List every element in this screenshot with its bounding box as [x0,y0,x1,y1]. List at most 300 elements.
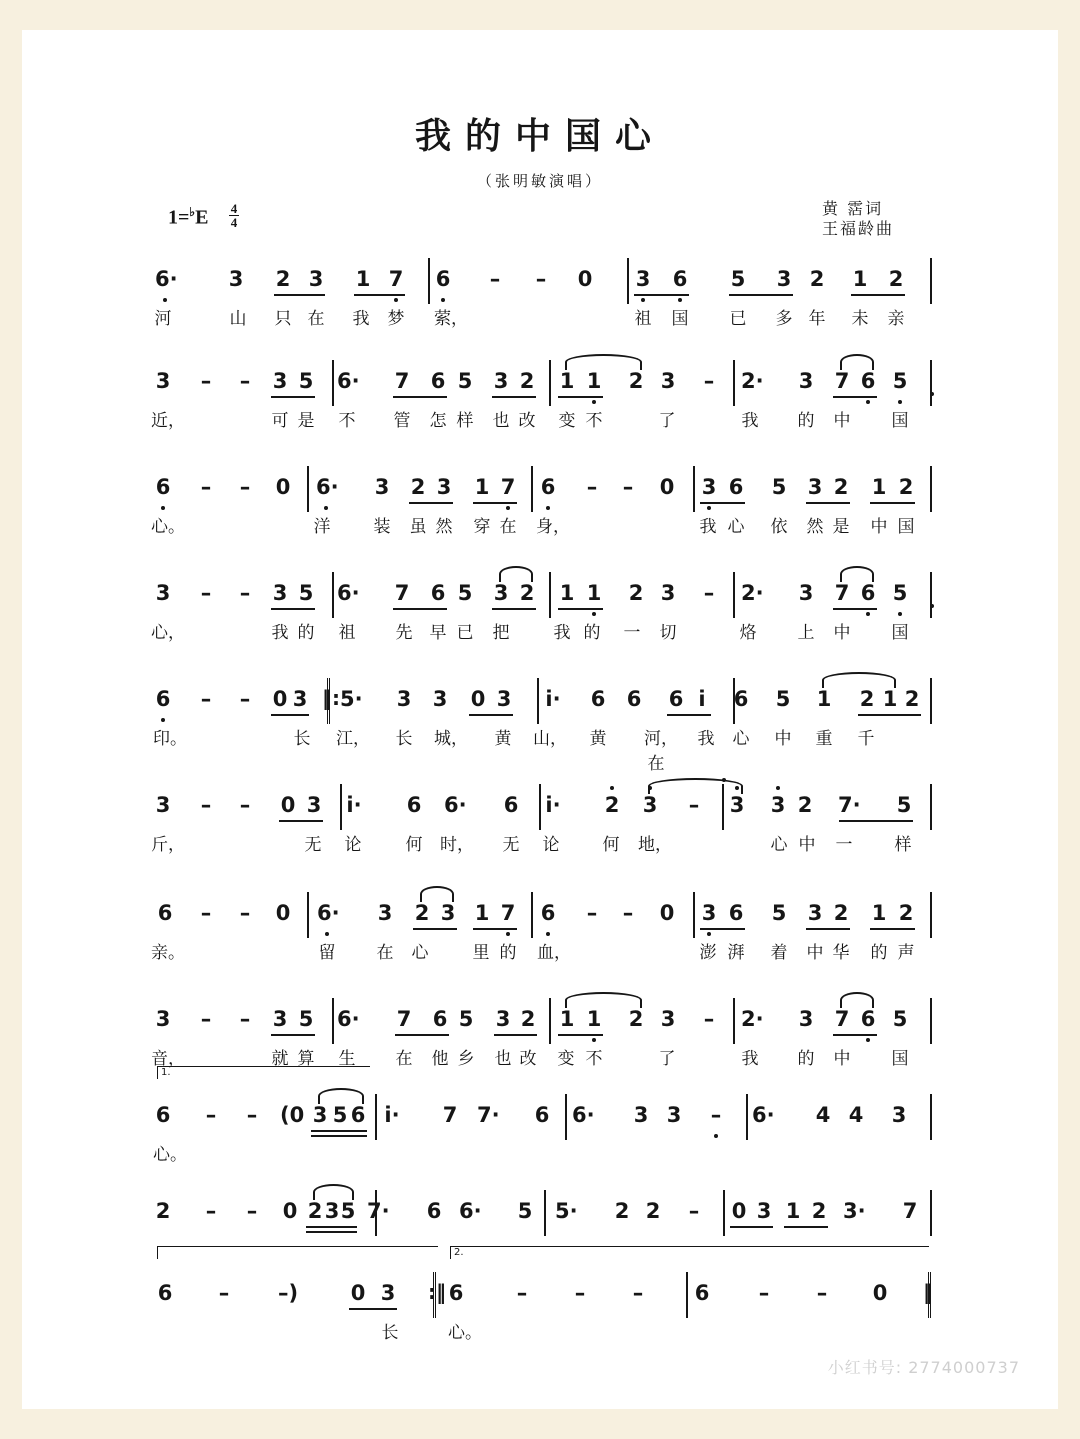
barline [930,1094,932,1140]
flat-icon: ♭ [189,205,196,219]
note: 1 [852,267,868,291]
barline [693,892,695,938]
lyric: 我 [697,729,715,749]
tie-arc [840,992,874,1008]
barline [332,360,334,406]
lyric: 音， [151,1049,185,1069]
note: 5· [555,1199,578,1223]
dash-note: – [200,475,212,499]
repeat-barline [428,1272,446,1318]
note: 1 [816,687,832,711]
note: 2 [628,581,644,605]
lyric: 印。 [153,729,187,749]
dash-note: – [703,1007,715,1031]
dash-note: – [688,1199,700,1223]
lyric: 中 [833,411,851,431]
barline [733,572,735,618]
lyric: 怎 [429,411,447,431]
note: 2 [275,267,291,291]
beam-underline [354,294,405,296]
barline [537,678,539,724]
note: 1 [355,267,371,291]
note: 5 [298,1007,314,1031]
lyric: 黄 [494,729,512,749]
dash-note: – [239,687,251,711]
dash-note: – [239,793,251,817]
octave-dot [546,506,550,510]
octave-dot [866,400,870,404]
beam-underline [271,396,315,398]
note: 3 [727,792,747,818]
barline [930,572,932,618]
note: 2 [519,581,535,605]
barline [930,784,932,830]
lyric: 管 [393,411,411,431]
note: 3 [380,1281,396,1305]
lyric: 长 [381,1323,399,1343]
note: 2 [645,1199,661,1223]
dash-note: – [200,581,212,605]
note: 7 [394,369,410,393]
note: 6 [728,901,744,925]
lyric: 生 [338,1049,356,1069]
lyric: 中 [798,835,816,855]
dash-note: – [218,1281,230,1305]
lyric: 虽 [409,517,427,537]
lyric: 在 [499,517,517,537]
lyric: 的 [583,623,601,643]
tie-arc [313,1184,354,1200]
tie-arc [499,566,533,582]
note: 6 [433,266,453,292]
dash-note: – [239,1007,251,1031]
note: 1 [871,475,887,499]
lyric: 何 [602,835,620,855]
lyric: 中 [870,517,888,537]
note: 2 [809,267,825,291]
beam-underline [279,820,323,822]
barline [428,258,430,304]
lyric: 祖 [634,309,652,329]
dash-note: – [205,1103,217,1127]
note: 3 [495,1007,511,1031]
beam-underline [473,502,517,504]
barline [930,466,932,512]
note: 1 [559,369,575,393]
singer-credit: （张明敏演唱） [476,172,603,190]
lyric: 澎 [699,943,717,963]
octave-dot [394,298,398,302]
note: 3 [807,475,823,499]
note: 6· [316,474,336,500]
note: 3 [699,900,719,926]
beam-underline [558,1034,603,1036]
beam-underline [833,608,877,610]
note: 6· [337,1007,360,1031]
lyric: 我 [741,1049,759,1069]
ts-top: 4 [230,201,238,216]
note: 3 [891,1103,907,1127]
volta-label: 2. [454,1247,464,1258]
octave-dot [866,1038,870,1042]
note: 3 [312,1103,328,1127]
beam-underline [395,1034,449,1036]
lyric: 然 [435,517,453,537]
octave-dot [325,932,329,936]
note: 7 [834,369,850,393]
lyric: 山 [229,309,247,329]
note: 3 [756,1199,772,1223]
repeat-barline [923,1272,935,1318]
note: 5 [457,581,473,605]
note: 3 [807,901,823,925]
lyric: 中 [774,729,792,749]
lyric: 早 [429,623,447,643]
beam-underline [784,1226,828,1228]
note: 6 [670,266,690,292]
octave-dot [776,786,780,790]
barline [627,258,629,304]
lyric: 山， [533,729,567,749]
barline [531,466,533,512]
lyric: 心 [770,835,788,855]
octave-dot [707,506,711,510]
note: 6· [459,1199,482,1223]
lyric: 不 [338,411,356,431]
note: 6 [157,1281,173,1305]
lyric: 中 [833,623,851,643]
note: (0 [280,1103,305,1127]
note: 2 [898,901,914,925]
beam-underline [833,396,877,398]
octave-dot [707,932,711,936]
note: 3 [493,369,509,393]
dash-note: – [622,901,634,925]
note: 5 [298,369,314,393]
dash-note: – [200,369,212,393]
score-line [0,474,1080,554]
note: 3 [493,581,509,605]
note: 5· [340,687,363,711]
lyric: 的 [297,623,315,643]
lyric: 无 [304,835,322,855]
note: 3 [633,1103,649,1127]
note: 3 [699,474,719,500]
score-line [0,1102,1080,1182]
note: 1 [474,475,490,499]
note: 5 [457,369,473,393]
lyric: 黄 [589,729,607,749]
lyric: 了 [658,411,676,431]
lyric: 先 [395,623,413,643]
note: 6 [733,687,749,711]
lyric: 心。 [448,1323,482,1343]
lyric: 上 [797,623,815,643]
note: 6 [153,686,173,712]
note: 2 [602,792,622,818]
note: 3 [768,792,788,818]
lyric: 把 [492,623,510,643]
lyric: 着 [770,943,788,963]
note: 2 [904,687,920,711]
lyric: 就 [271,1049,289,1069]
lyric: 变 [558,411,576,431]
note: 3 [432,687,448,711]
dash-note: – [586,901,598,925]
lyric: 心。 [151,517,185,537]
lyric: 国 [891,1049,909,1069]
barline [693,466,695,512]
lyric: 变 [557,1049,575,1069]
barline [746,1094,748,1140]
dash-note: – [205,1199,217,1223]
dash-note: – [200,1007,212,1031]
note: 2 [519,369,535,393]
lyric: 在 [307,309,325,329]
beam-underline [306,1226,357,1228]
lyric: 中 [806,943,824,963]
barline [723,1190,725,1236]
note: 2 [797,793,813,817]
barline [307,466,309,512]
octave-dot [714,1134,718,1138]
lyric: 烙 [739,623,757,643]
lyric: 华 [832,943,850,963]
octave-dot [898,400,902,404]
note: 3 [374,475,390,499]
lyric: 里 [472,943,490,963]
note: 2 [520,1007,536,1031]
beam-underline [469,714,513,716]
lyric: 切 [659,623,677,643]
volta-label: 1. [161,1067,171,1078]
note: 5 [332,1103,348,1127]
note: 7 [442,1103,458,1127]
lyric: 身， [536,517,570,537]
lyric: 洋 [313,517,331,537]
lyric: 心， [151,623,185,643]
dash-note: – [816,1281,828,1305]
lyric: 已 [729,309,747,329]
note: 3 [272,1007,288,1031]
note: 5 [771,901,787,925]
ts-bottom: 4 [230,215,238,230]
note: 7 [394,581,410,605]
note: 0 [282,1199,298,1223]
lyric: 也 [494,1049,512,1069]
beam-underline [730,1226,773,1228]
note: 6 [430,369,446,393]
lyric: 只 [274,309,292,329]
note: 2 [155,1199,171,1223]
dash-note: – [200,687,212,711]
note: 4 [848,1103,864,1127]
lyric: 留 [318,943,336,963]
beam-underline [274,294,325,296]
score-line [0,900,1080,980]
barline [531,892,533,938]
note: 6· [155,266,175,292]
dash-note: – [516,1281,528,1305]
repeat-sign: ‖ [923,1280,933,1304]
note: 3 [660,581,676,605]
lyric: 装 [373,517,391,537]
beam-underline [667,714,711,716]
lyric: 我 [271,623,289,643]
beam-underline [700,928,745,930]
beam-underline [311,1135,367,1137]
lyric: 我 [741,411,759,431]
note: 6 [350,1103,366,1127]
lyric: 心 [727,517,745,537]
note: 2 [628,1007,644,1031]
note: 2 [833,901,849,925]
beam-underline [806,928,850,930]
lyric: 年 [808,309,826,329]
note: 1 [559,1007,575,1031]
lyric: 地， [638,835,672,855]
lyric: 已 [456,623,474,643]
dash-note: – [703,369,715,393]
lyric: 重 [815,729,833,749]
note: 3 [292,687,308,711]
dash-note: – [239,581,251,605]
lyric: 湃 [727,943,745,963]
note: 0 [350,1281,366,1305]
lyric: 样 [456,411,474,431]
note: 7 [834,581,850,605]
lyric: 河，在 [644,729,678,774]
barline [332,998,334,1044]
tie-arc [648,778,743,794]
lyric: 心。 [153,1145,187,1165]
note: 6 [858,1006,878,1032]
lyric: 在 [376,943,394,963]
dash-note: – [200,901,212,925]
note: 3 [155,793,171,817]
note: 7 [386,266,406,292]
dash-note: – [239,901,251,925]
octave-dot [324,506,328,510]
beam-underline [729,294,793,296]
beam-underline [494,1034,537,1036]
watermark: 小红书号: 2774000737 [827,1358,1020,1377]
note: 5 [730,267,746,291]
score-line [0,368,1080,448]
key-note: E [195,206,209,229]
note: 2· [741,369,764,393]
note: 2 [410,475,426,499]
dash-note: – [758,1281,770,1305]
note: 6 [534,1103,550,1127]
dash-note: – [574,1281,586,1305]
note: 0 [731,1199,747,1223]
dash-note: – [632,1281,644,1305]
note: 7 [498,474,518,500]
lyric: 的 [797,411,815,431]
lyric: 然 [806,517,824,537]
note: 2 [414,901,430,925]
note: i· [545,793,561,817]
lyric: 了 [658,1049,676,1069]
dash-note: –) [278,1281,299,1305]
dash-note: – [246,1199,258,1223]
lyric: 的 [499,943,517,963]
lyric: 长 [293,729,311,749]
tie-arc [565,992,642,1008]
note: 3 [660,369,676,393]
lyric: 中 [833,1049,851,1069]
note: 3 [155,1007,171,1031]
note: 6 [153,474,173,500]
note: 7· [838,793,861,817]
song-title: 我的中国心 [414,115,665,157]
lyric: 梦 [387,309,405,329]
beam-underline [839,820,913,822]
note: 7 [902,1199,918,1223]
beam-underline [492,608,536,610]
note: 5 [517,1199,533,1223]
lyric: 是 [297,411,315,431]
note: 3 [798,581,814,605]
barline [549,360,551,406]
lyric: 我 [352,309,370,329]
note: 0 [275,901,291,925]
note: 6 [626,687,642,711]
score-line [0,266,1080,346]
octave-dot [610,786,614,790]
beam-underline [393,396,447,398]
beam-underline [833,1034,877,1036]
note: 6 [858,580,878,606]
score-line [0,1280,1080,1360]
note: 2· [741,1007,764,1031]
lyric: 一 [623,623,641,643]
barline [375,1094,377,1140]
note: 3 [306,793,322,817]
beam-underline [558,608,603,610]
octave-dot [592,612,596,616]
octave-dot [898,612,902,616]
lyric: 乡 [457,1049,475,1069]
volta-bracket [157,1066,370,1079]
note: 3 [798,1007,814,1031]
note: 5 [892,1007,908,1031]
note: 7 [396,1007,412,1031]
octave-dot [930,604,934,608]
note: 6 [858,368,878,394]
score-line [0,580,1080,660]
key-signature [168,205,208,230]
note: 3 [436,475,452,499]
lyric: 萦， [434,309,468,329]
lyric: 时， [440,835,474,855]
barline [307,892,309,938]
octave-dot [592,400,596,404]
lyric: 无 [502,835,520,855]
lyric: 算 [297,1049,315,1069]
note: 6 [448,1281,464,1305]
note: 3 [440,901,456,925]
note: 6· [752,1103,775,1127]
lyric: 一 [835,835,853,855]
beam-underline [870,928,915,930]
dash-note: – [535,267,547,291]
barline [539,784,541,830]
dash-note: – [239,475,251,499]
beam-underline [393,608,447,610]
note: 6 [426,1199,442,1223]
